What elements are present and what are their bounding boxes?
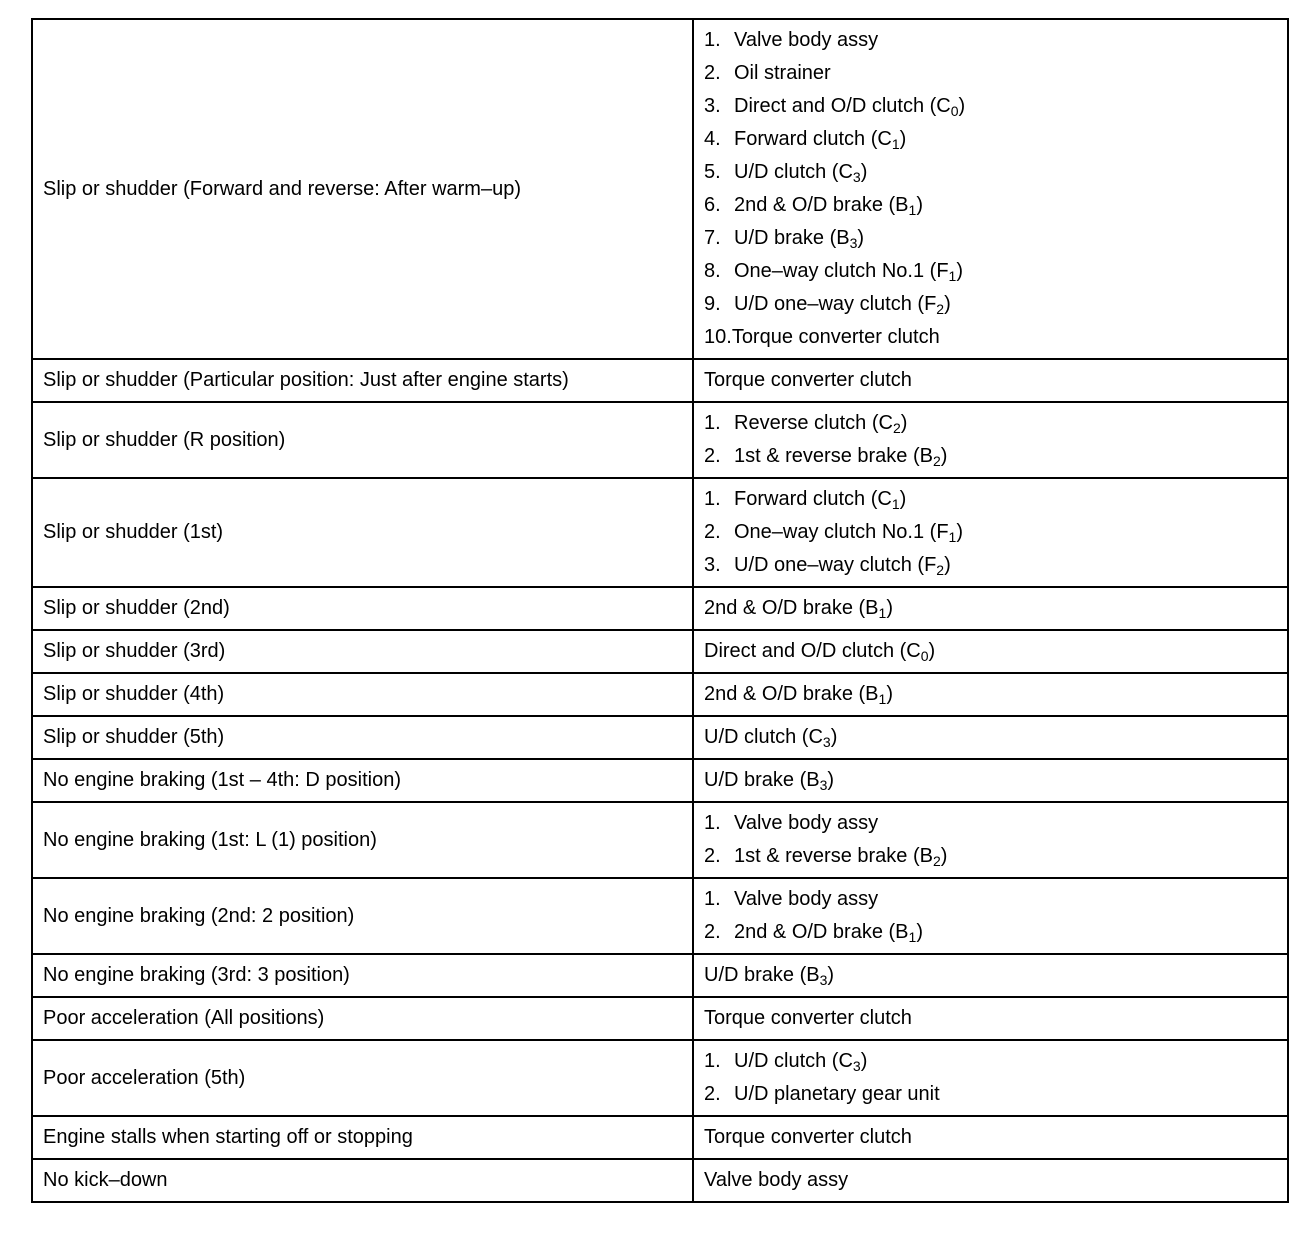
item-subscript: 3 bbox=[852, 1058, 861, 1074]
table-row bbox=[32, 954, 1288, 997]
item-suffix: ) bbox=[899, 488, 907, 510]
item-subscript: 3 bbox=[819, 777, 828, 793]
item-number: 2. bbox=[704, 521, 721, 543]
item-number: 4. bbox=[704, 128, 721, 150]
item-number: 1. bbox=[704, 1050, 721, 1072]
table-row bbox=[32, 402, 1288, 478]
symptom-cell: No engine braking (1st: L (1) position) bbox=[32, 802, 693, 878]
table-row bbox=[32, 878, 1288, 954]
suspected-area-item bbox=[704, 288, 1277, 321]
table-body bbox=[32, 19, 1288, 1202]
item-text: Direct and O/D clutch (C bbox=[734, 95, 951, 117]
suspected-area-item bbox=[704, 883, 1277, 916]
table-row bbox=[32, 716, 1288, 759]
item-subscript: 3 bbox=[822, 734, 831, 750]
suspected-area-cell bbox=[693, 359, 1288, 402]
item-text: 2nd & O/D brake (B bbox=[734, 194, 909, 216]
item-number: 2. bbox=[704, 1083, 721, 1105]
suspected-area-item bbox=[704, 483, 1277, 516]
item-subscript: 1 bbox=[891, 496, 900, 512]
suspected-area-item bbox=[704, 807, 1277, 840]
item-subscript: 2 bbox=[936, 301, 945, 317]
suspected-area-cell bbox=[693, 802, 1288, 878]
item-subscript: 0 bbox=[920, 648, 929, 664]
item-text: Direct and O/D clutch (C bbox=[704, 640, 921, 662]
item-text: Torque converter clutch bbox=[731, 326, 940, 348]
suspected-area-item bbox=[704, 1045, 1277, 1078]
item-subscript: 2 bbox=[932, 453, 941, 469]
item-number: 2. bbox=[704, 445, 721, 467]
item-text: U/D clutch (C bbox=[704, 726, 823, 748]
table-row bbox=[32, 1159, 1288, 1202]
table-row bbox=[32, 759, 1288, 802]
table-row bbox=[32, 478, 1288, 587]
item-subscript: 1 bbox=[908, 929, 917, 945]
suspected-area-item bbox=[704, 1078, 1277, 1111]
item-text: U/D clutch (C bbox=[734, 161, 853, 183]
table-row bbox=[32, 997, 1288, 1040]
item-subscript: 1 bbox=[878, 605, 887, 621]
symptom-cell: Slip or shudder (5th) bbox=[32, 716, 693, 759]
item-suffix: ) bbox=[928, 640, 936, 662]
suspected-area-cell bbox=[693, 19, 1288, 359]
item-number: 1. bbox=[704, 888, 721, 910]
suspected-area-cell bbox=[693, 478, 1288, 587]
suspected-area-cell bbox=[693, 587, 1288, 630]
item-subscript: 0 bbox=[950, 103, 959, 119]
item-text: Valve body assy bbox=[734, 888, 879, 910]
item-text: 2nd & O/D brake (B bbox=[704, 597, 879, 619]
item-subscript: 3 bbox=[849, 235, 858, 251]
item-text: Reverse clutch (C bbox=[734, 412, 893, 434]
suspected-area-item bbox=[704, 516, 1277, 549]
item-suffix: ) bbox=[900, 412, 908, 434]
symptom-cell: Engine stalls when starting off or stopping bbox=[32, 1116, 693, 1159]
symptom-cell: No engine braking (3rd: 3 position) bbox=[32, 954, 693, 997]
item-subscript: 1 bbox=[878, 691, 887, 707]
table-row bbox=[32, 673, 1288, 716]
item-subscript: 1 bbox=[908, 202, 917, 218]
item-text: 1st & reverse brake (B bbox=[734, 445, 933, 467]
item-suffix: ) bbox=[827, 964, 835, 986]
symptom-cell: Slip or shudder (4th) bbox=[32, 673, 693, 716]
item-number: 1. bbox=[704, 412, 721, 434]
suspected-area-item bbox=[704, 407, 1277, 440]
item-suffix: ) bbox=[956, 260, 963, 282]
item-suffix: ) bbox=[860, 161, 868, 183]
table-row bbox=[32, 1116, 1288, 1159]
item-number: 7. bbox=[704, 227, 721, 249]
item-text: Forward clutch (C bbox=[734, 488, 892, 510]
suspected-area-item bbox=[704, 635, 1277, 668]
item-suffix: ) bbox=[958, 95, 966, 117]
suspected-area-item bbox=[704, 764, 1277, 797]
suspected-area-item bbox=[704, 123, 1277, 156]
item-text: U/D clutch (C bbox=[734, 1050, 853, 1072]
item-text: U/D one–way clutch (F bbox=[734, 554, 937, 576]
item-number: 2. bbox=[704, 845, 721, 867]
table-row bbox=[32, 19, 1288, 359]
diagnosis-table bbox=[31, 18, 1289, 1203]
table-row bbox=[32, 587, 1288, 630]
suspected-area-cell bbox=[693, 759, 1288, 802]
item-number: 9. bbox=[704, 293, 721, 315]
symptom-cell: Slip or shudder (3rd) bbox=[32, 630, 693, 673]
item-text: Valve body assy bbox=[734, 812, 879, 834]
suspected-area-cell bbox=[693, 1116, 1288, 1159]
suspected-area-item bbox=[704, 189, 1277, 222]
item-text: 2nd & O/D brake (B bbox=[704, 683, 879, 705]
item-text: 2nd & O/D brake (B bbox=[734, 921, 909, 943]
table-row bbox=[32, 802, 1288, 878]
item-text: U/D brake (B bbox=[704, 964, 820, 986]
symptom-cell: Slip or shudder (1st) bbox=[32, 478, 693, 587]
item-text: U/D one–way clutch (F bbox=[734, 293, 937, 315]
item-suffix: ) bbox=[886, 683, 893, 705]
item-suffix: ) bbox=[916, 921, 923, 943]
suspected-area-cell bbox=[693, 954, 1288, 997]
item-suffix: ) bbox=[940, 845, 948, 867]
symptom-cell: Slip or shudder (2nd) bbox=[32, 587, 693, 630]
suspected-area-item bbox=[704, 255, 1277, 288]
symptom-cell: Poor acceleration (5th) bbox=[32, 1040, 693, 1116]
item-text: One–way clutch No.1 (F bbox=[734, 260, 949, 282]
suspected-area-item bbox=[704, 678, 1277, 711]
item-suffix: ) bbox=[944, 293, 951, 315]
item-number: 3. bbox=[704, 95, 721, 117]
item-subscript: 2 bbox=[892, 420, 901, 436]
item-text: U/D planetary gear unit bbox=[734, 1083, 940, 1105]
item-number: 5. bbox=[704, 161, 721, 183]
suspected-area-item bbox=[704, 364, 1277, 397]
item-text: Torque converter clutch bbox=[704, 1126, 912, 1148]
item-suffix: ) bbox=[940, 445, 948, 467]
item-suffix: ) bbox=[944, 554, 951, 576]
item-subscript: 1 bbox=[948, 268, 957, 284]
suspected-area-cell bbox=[693, 402, 1288, 478]
item-text: U/D brake (B bbox=[734, 227, 850, 249]
item-subscript: 2 bbox=[932, 853, 941, 869]
item-subscript: 1 bbox=[948, 529, 957, 545]
item-number: 10. bbox=[704, 326, 732, 348]
item-number: 3. bbox=[704, 554, 721, 576]
suspected-area-cell bbox=[693, 878, 1288, 954]
symptom-cell: Poor acceleration (All positions) bbox=[32, 997, 693, 1040]
suspected-area-item bbox=[704, 1121, 1277, 1154]
suspected-area-cell bbox=[693, 630, 1288, 673]
item-number: 1. bbox=[704, 29, 721, 51]
item-number: 6. bbox=[704, 194, 721, 216]
item-text: Valve body assy bbox=[704, 1169, 849, 1191]
symptom-cell: No kick–down bbox=[32, 1159, 693, 1202]
suspected-area-cell bbox=[693, 1040, 1288, 1116]
item-number: 2. bbox=[704, 921, 721, 943]
suspected-area-item bbox=[704, 24, 1277, 57]
suspected-area-cell bbox=[693, 1159, 1288, 1202]
item-number: 1. bbox=[704, 812, 721, 834]
suspected-area-item bbox=[704, 840, 1277, 873]
item-text: U/D brake (B bbox=[704, 769, 820, 791]
suspected-area-cell bbox=[693, 716, 1288, 759]
item-suffix: ) bbox=[860, 1050, 868, 1072]
suspected-area-item bbox=[704, 721, 1277, 754]
item-number: 2. bbox=[704, 62, 721, 84]
suspected-area-item bbox=[704, 1002, 1277, 1035]
item-suffix: ) bbox=[827, 769, 835, 791]
suspected-area-item bbox=[704, 222, 1277, 255]
suspected-area-item bbox=[704, 549, 1277, 582]
item-text: One–way clutch No.1 (F bbox=[734, 521, 949, 543]
item-subscript: 3 bbox=[819, 972, 828, 988]
item-suffix: ) bbox=[899, 128, 907, 150]
symptom-cell: Slip or shudder (R position) bbox=[32, 402, 693, 478]
suspected-area-item bbox=[704, 916, 1277, 949]
suspected-area-cell bbox=[693, 997, 1288, 1040]
symptom-cell: No engine braking (1st – 4th: D position) bbox=[32, 759, 693, 802]
item-suffix: ) bbox=[886, 597, 893, 619]
suspected-area-item bbox=[704, 90, 1277, 123]
suspected-area-cell bbox=[693, 673, 1288, 716]
suspected-area-item bbox=[704, 592, 1277, 625]
symptom-cell: Slip or shudder (Forward and reverse: After warm–up) bbox=[32, 19, 693, 359]
symptom-cell: Slip or shudder (Particular position: Just after engine starts) bbox=[32, 359, 693, 402]
item-subscript: 2 bbox=[936, 562, 945, 578]
symptom-cell: No engine braking (2nd: 2 position) bbox=[32, 878, 693, 954]
suspected-area-item bbox=[704, 440, 1277, 473]
item-suffix: ) bbox=[916, 194, 923, 216]
item-number: 1. bbox=[704, 488, 721, 510]
item-subscript: 3 bbox=[852, 169, 861, 185]
item-suffix: ) bbox=[830, 726, 838, 748]
item-text: Forward clutch (C bbox=[734, 128, 892, 150]
suspected-area-item bbox=[704, 57, 1277, 90]
item-text: Torque converter clutch bbox=[704, 369, 912, 391]
table-row bbox=[32, 1040, 1288, 1116]
item-text: Valve body assy bbox=[734, 29, 879, 51]
item-subscript: 1 bbox=[891, 136, 900, 152]
table-row bbox=[32, 359, 1288, 402]
item-suffix: ) bbox=[956, 521, 963, 543]
suspected-area-item bbox=[704, 959, 1277, 992]
item-number: 8. bbox=[704, 260, 721, 282]
suspected-area-item bbox=[704, 156, 1277, 189]
table-row bbox=[32, 630, 1288, 673]
item-text: 1st & reverse brake (B bbox=[734, 845, 933, 867]
suspected-area-item bbox=[704, 321, 1277, 354]
item-text: Torque converter clutch bbox=[704, 1007, 912, 1029]
item-text: Oil strainer bbox=[734, 62, 831, 84]
suspected-area-item bbox=[704, 1164, 1277, 1197]
item-suffix: ) bbox=[857, 227, 865, 249]
